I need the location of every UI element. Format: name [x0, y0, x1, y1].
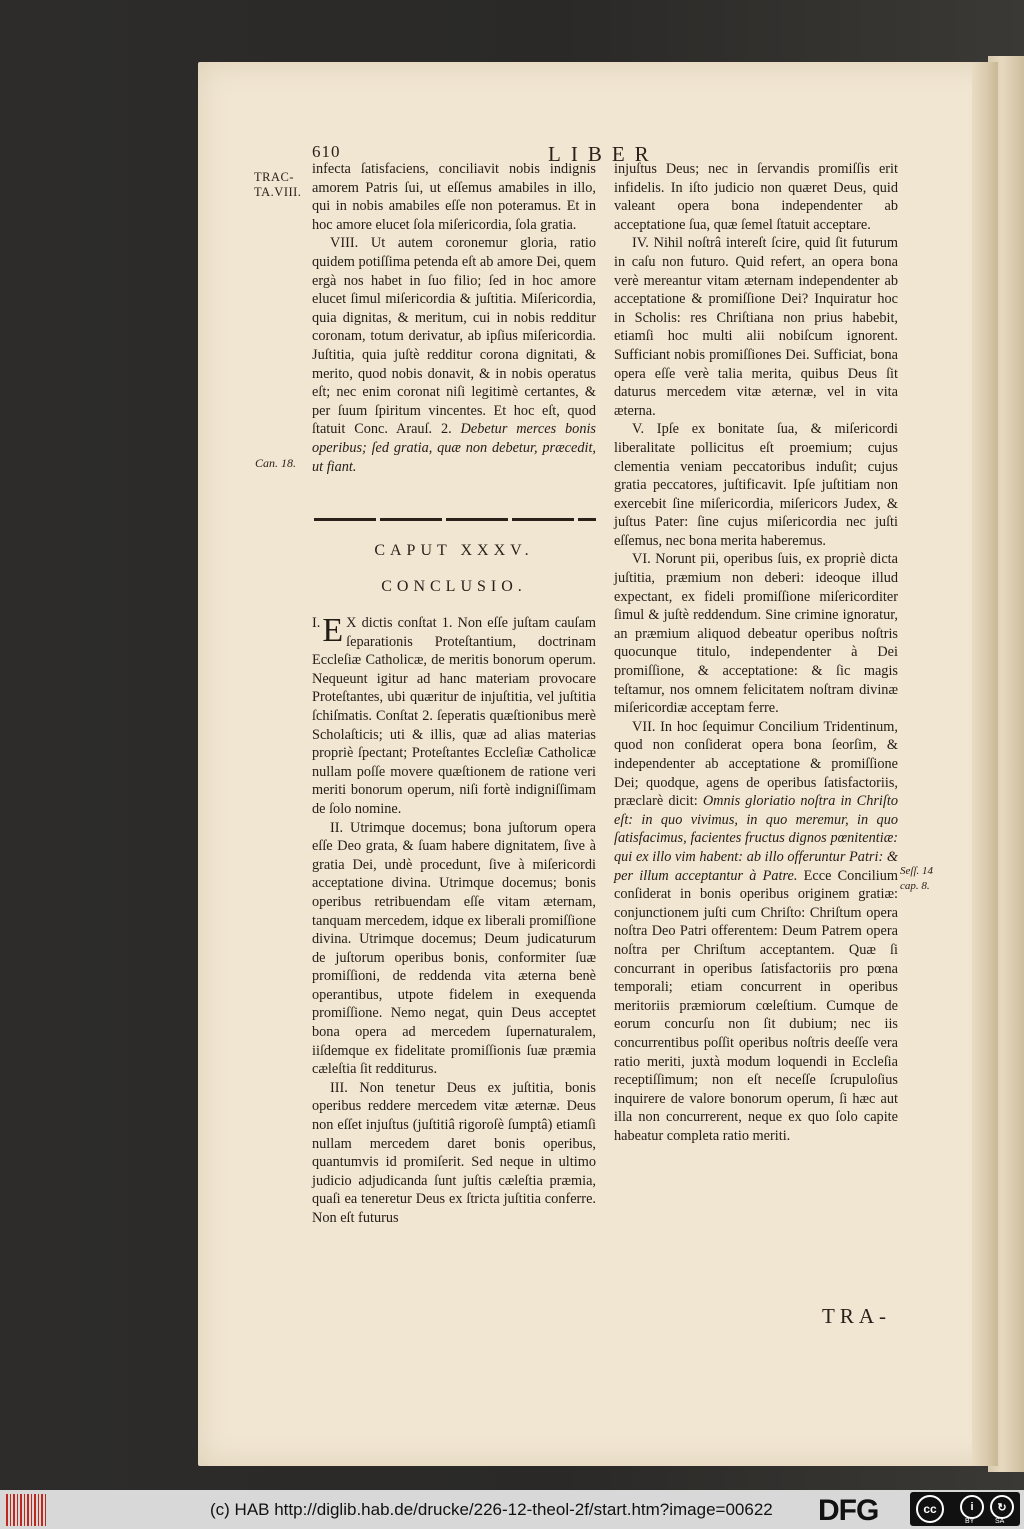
margin-note-session: Seſſ. 14 cap. 8.: [900, 865, 933, 892]
right-column: [614, 160, 898, 1145]
paragraph: VI. Norunt pii, operibus ſuis, ex propriè dicta juſtitia, præmium non deberi: ideoque illud expectant, ex fideli promiſſione miſericorditer ſimul & juſtè reddendum. Sine crimine ignoratur, an præmium aliquod debeatur operibus noſtris quocunque titulo, independenter à Dei promiſſione, & acceptatione: & ſic magis teſtamur, nos omnem felicitatem noſtram divinæ miſericordiæ acceptam ferre.: [614, 551, 898, 717]
share-alike-icon: ↻: [990, 1495, 1014, 1519]
footer-bar: [0, 1490, 1024, 1529]
section-title: CONCLUSIO.: [381, 578, 527, 595]
page-gutter-shadow: [972, 62, 998, 1466]
paragraph-text: VIII. Ut autem coronemur gloria, ratio quidem potiſſima petenda eſt ab amore Dei, quem ergà nos habet in ſuo filio; ſed in hoc amore elucet ſimul miſericordia & juſtitia. Miſericordia, quia dignitas, & meritum, cui in nobis redditur coronam, totum derivatur, ab ipſius miſericordia. Juſtitia, quia juſtè redditur corona dignitati, & merito, quod nobis donavit, & in nobis operatus eſt; nec enim coronat niſi legitimè certantes, & per ſuum ſpiritum vincentes. Et hoc eſt, quod ſtatuit Conc. Arauſ. 2.: [312, 235, 596, 438]
by-label: BY: [965, 1518, 975, 1525]
paragraph: injuſtus Deus; nec in ſervandis promiſſis erit infidelis. In iſto judicio non quæret Deus, quid valeant opera bona independenter ab acceptatione ſua, quæ ſemel ſtatuit acceptare.: [614, 161, 898, 233]
left-column: [312, 160, 596, 476]
paragraph-text: VII. In hoc ſequimur Concilium Tridentinum, quod non conſiderat opera bona ſeorſim, & independenter ab acceptatione & promiſſione Dei; quodque, agens de operibus ſatisfactoriis, præclarè dicit:: [614, 718, 898, 810]
paragraph: [312, 234, 596, 476]
paragraph-quote: Omnis gloriatio noſtra in Chriſto eſt: in quo vivimus, in quo meremur, in quo ſatisfacimus, facientes fructus dignos pœnitentiæ: qui ex illo vim habent: ab illo offeruntur Patri: & per illum acceptantur à Patre.: [614, 793, 898, 884]
page-number: 610: [312, 142, 341, 161]
source-url[interactable]: (c) HAB http://diglib.hab.de/drucke/226-12-theol-2f/start.htm?image=00622: [210, 1500, 773, 1519]
paragraph-text: X dictis conſtat 1. Non eſſe juſtam cauſam ſeparationis Proteſtantium, doctrinam Eccleſiæ Catholicæ, de meritis bonorum operum. Nequeunt igitur ad hanc materiam provocare Proteſtantes, ubi quæritur de injuſtitia, vel juſtitia ſchiſmatis. Conſtat 2. ſeperatis quæſtionibus merè Scholaſticis; uti & illis, quæ ad alias materias propriè ſpectant; Proteſtantes Eccleſiæ Catholicæ nullam poſſe movere quæſtionem de ratione veri meriti bonorum operum, niſi fortè indigniſſimam de ſolo nomine.: [312, 615, 596, 817]
margin-note-tract: TRAC- TA.VIII.: [254, 170, 302, 199]
creative-commons-icon: cc: [916, 1495, 944, 1523]
running-head: LIBER: [548, 142, 659, 166]
left-column-lower: [312, 614, 596, 1228]
paragraph: [614, 718, 898, 1146]
paragraph-text: Ecce Concilium conſiderat in bonis operibus originem gratiæ: conjunctionem juſti cum Chriſto: Chriſtum opera noſtra Deo Patri offerentem: Deum Patrem opera noſtra per Chriſtum acceptantem. Quæ ſi concurrant in operibus ſatisfactoriis pro pœna temporali; etiam concurrent in operibus meritoriis præmiorum cœleſtium. Cumque de eorum concurſu non ſit dubium; nec iis concurrentibus poſſit operibus noſtris deeſſe vera ratio meriti, juxtà modum loquendi in Eccleſia receptiſſimum; non eſt neceſſe ſcrupuloſius inquirere de valore bonorum operum, ſi hæc aut illa non concurrerent, neque ex quo ſolo capite habeatur completa ratio meriti.: [614, 867, 898, 1144]
paragraph: III. Non tenetur Deus ex juſtitia, bonis operibus reddere mercedem vitæ æternæ. Deus non eſſet injuſtus (juſtitiâ rigoroſè ſumptâ) etiamſi nullam mercedem daret bonis operibus, quantumvis id promiſerit. Sed neque in ultimo judicio adjudicanda ſunt juſtis cæleſtia præmia, quaſi ea teneretur Deus ex ſtricta juſtitia conferre. Non eſt futurus: [312, 1079, 596, 1226]
paragraph: II. Utrimque docemus; bona juſtorum opera eſſe Deo grata, & ſuam habere dignitatem, ſive à gratia Dei, undè procedunt, ſive à miſericordi acceptatione divina. Utrimque docemus; bonis operibus retribuendam eſſe vitam æternam, tanquam mercedem, idque ex liberali promiſſione divina. Utrimque docemus; Deum judicaturum de juſtorum operibus bonis, conformiter ſuæ promiſſioni, de reddenda vita æterna benè operantibus, utpote fidelem in exequenda promiſſione. Nemo negat, quin Deus acceptet bona opera ad mercedem ſupernaturalem, iiſdemque ex fidelitate promiſſionis ſuæ præmia cæleſtia ſit redditurus.: [312, 819, 596, 1078]
paragraph-number: I.: [312, 615, 321, 631]
paragraph: V. Ipſe ex bonitate ſua, & miſericordi liberalitate pollicitus eſt proemium; cujus clementia veniam peccatoribus induſit; cujus gratia peccatores, juſtificavit. Ipſe juſtitiam non exercebit ſine miſericordia, miſericors Judex, & juſtus Pater: ſine cujus miſericordia nec juſti eſſemus, nec bona merita haberemus.: [614, 421, 898, 549]
attribution-icon: i: [960, 1495, 984, 1519]
drop-cap: E: [322, 612, 344, 649]
paragraph: infecta ſatisfaciens, conciliavit nobis indignis amorem Patris ſui, ut eſſemus amabiles in illo, qui in nobis amabiles eſſe non poteramus. Et in hoc amore elucet ſola miſericordia, ſola gratia.: [312, 161, 596, 233]
sa-label: SA: [995, 1518, 1005, 1525]
paragraph-quote: Debetur merces bonis operibus; ſed gratia, quæ non debetur, præcedit, ut fiant.: [312, 421, 596, 475]
margin-note-canon: Can. 18.: [255, 456, 297, 470]
section-divider: [314, 518, 596, 521]
catchword: TRA-: [822, 1304, 891, 1328]
dfg-logo[interactable]: DFG: [818, 1494, 879, 1527]
cc-license-badge[interactable]: [910, 1492, 1020, 1526]
chapter-title: CAPUT XXXV.: [374, 542, 534, 559]
paragraph: [312, 614, 596, 819]
paragraph: IV. Nihil noſtrâ intereſt ſcire, quid ſit futurum in caſu non futuro. Quid refert, an opera bona verè mereantur vitam æternam independenter ab acceptatione & promiſſione Dei? Inquiratur hoc in Scholis: res Chriſtiana non prius habebit, etiamſi hoc multi alii nobiſcum ignorent. Sufficiant nobis promiſſiones Dei. Sufficiat, bona opera eſſe verè talia merita, quibus Deus ſit daturus mercedem vitæ æternæ, vel in vita æterna.: [614, 235, 898, 419]
barcode-icon: [6, 1494, 46, 1526]
